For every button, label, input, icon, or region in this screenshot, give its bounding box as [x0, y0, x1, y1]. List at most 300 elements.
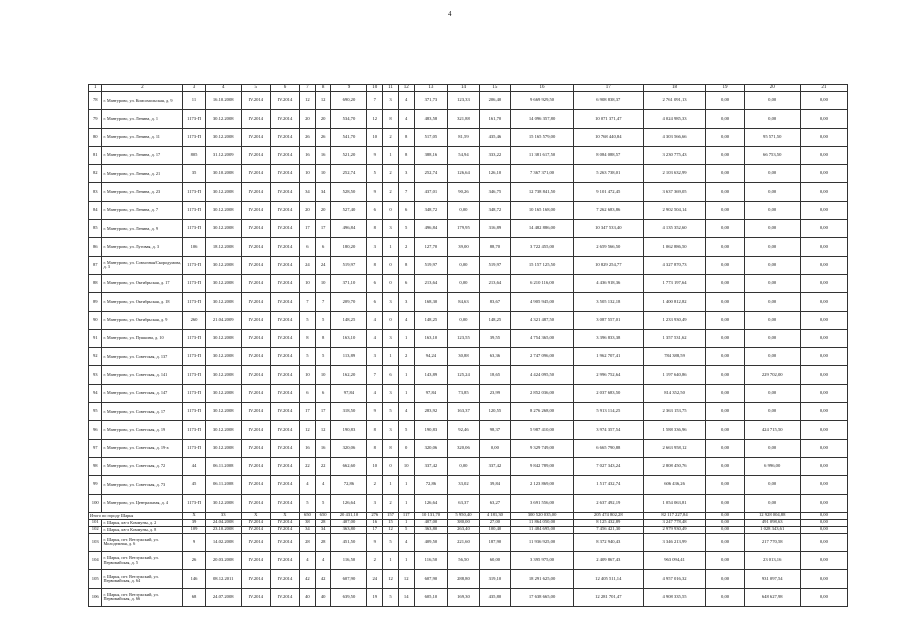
table-cell: 116,50 — [414, 552, 448, 570]
table-cell: IV.2014 — [270, 588, 299, 606]
table-cell: 0,00 — [800, 274, 847, 292]
table-cell: IV.2014 — [270, 311, 299, 329]
table-cell: 14 — [448, 85, 479, 92]
table-cell: 103 — [89, 533, 102, 551]
table-cell: 0,00 — [800, 165, 847, 183]
table-cell: 2 037 683,50 — [573, 384, 643, 402]
housing-register-table — [88, 84, 848, 607]
table-cell: 5 263 738,01 — [573, 165, 643, 183]
table-cell: 190,83 — [331, 421, 367, 439]
table-cell: 1173-П — [183, 421, 205, 439]
table-cell: 5 — [383, 588, 399, 606]
table-cell: 17 — [300, 220, 316, 238]
table-cell: 4 — [398, 533, 414, 551]
table-cell: 6 665 790,88 — [573, 439, 643, 457]
table-cell: IV.2014 — [241, 403, 270, 421]
table-cell: 123,55 — [448, 329, 479, 347]
table-cell: 12 — [398, 85, 414, 92]
table-cell: 0,00 — [800, 519, 847, 526]
table-cell: 169,30 — [448, 588, 479, 606]
table-cell: 113,89 — [331, 348, 367, 366]
table-cell: 98,37 — [479, 421, 510, 439]
table-cell: 0,00 — [744, 183, 800, 201]
table-cell: 2 659 566,50 — [573, 238, 643, 256]
table-cell: IV.2014 — [241, 238, 270, 256]
table-cell: 15 — [479, 85, 510, 92]
table-cell: IV.2014 — [241, 256, 270, 274]
table-cell: 0,00 — [744, 165, 800, 183]
table-cell: 2 996 752,64 — [573, 366, 643, 384]
table-cell: 2 747 096,00 — [511, 348, 574, 366]
table-cell: 90,26 — [448, 183, 479, 201]
table-cell: 1 — [398, 494, 414, 512]
table-cell: 5 913 114,25 — [573, 403, 643, 421]
table-cell: 72,86 — [331, 476, 367, 494]
table-cell: г. Мантурово, ул. Советская, д. 141 — [102, 366, 183, 384]
table-cell: 0,00 — [800, 457, 847, 475]
table-cell: 40 — [315, 588, 331, 606]
table-cell: 12 — [398, 570, 414, 588]
table-cell: 19 — [706, 85, 744, 92]
table-cell: 22 — [300, 457, 316, 475]
table-cell: IV.2014 — [241, 329, 270, 347]
table-cell: 9 — [367, 183, 383, 201]
table-cell: г. Мантурово, ул. Комсомольская, д. 9 — [102, 92, 183, 110]
table-cell: 5 — [300, 348, 316, 366]
table-cell: 0,00 — [800, 476, 847, 494]
table-cell: IV.2014 — [241, 457, 270, 475]
table-cell: 8 — [315, 329, 331, 347]
table-cell: 91 — [89, 329, 102, 347]
table-cell: 6 — [367, 274, 383, 292]
table-cell: 206,40 — [479, 92, 510, 110]
table-cell: 0,00 — [706, 348, 744, 366]
table-cell: 6 996,00 — [744, 457, 800, 475]
table-cell: 0,00 — [706, 552, 744, 570]
table-cell: IV.2014 — [270, 146, 299, 164]
table-cell: г. Мантурово, ул. Центральная, д. 4 — [102, 494, 183, 512]
table-cell: 7 — [398, 183, 414, 201]
table-cell: 0,00 — [800, 110, 847, 128]
table-cell: 0,00 — [479, 439, 510, 457]
table-cell: 2 — [367, 552, 383, 570]
table-cell: 2 663 958,12 — [643, 439, 706, 457]
table-cell: 3 — [383, 329, 399, 347]
table-cell: 2 — [383, 128, 399, 146]
table-cell: 17 — [300, 403, 316, 421]
table-cell: 54,94 — [448, 146, 479, 164]
table-cell: 14 482 886,00 — [511, 220, 574, 238]
table-cell: 102 — [89, 526, 102, 533]
table-cell: 5 — [315, 348, 331, 366]
table-cell: 4 — [398, 110, 414, 128]
table-cell: 4 — [398, 403, 414, 421]
table-cell: 5 — [398, 421, 414, 439]
table-cell: 17 — [367, 526, 383, 533]
table-cell: 97 — [89, 439, 102, 457]
table-cell: 0,00 — [706, 311, 744, 329]
table-cell: 26 — [183, 552, 205, 570]
table-cell: 44 — [183, 457, 205, 475]
table-cell: 0,00 — [706, 329, 744, 347]
table-cell: 4 303 566,66 — [643, 128, 706, 146]
table-cell: 89 — [89, 293, 102, 311]
table-cell: г. Шарья, кв-л Коммуны, д. 2 — [102, 519, 183, 526]
table-cell: г. Мантурово, ул. Октябрьская, д. 17 — [102, 274, 183, 292]
table-cell: 94,24 — [414, 348, 448, 366]
table-cell: 30.12.2008 — [205, 348, 241, 366]
table-cell: 2 852 036,00 — [511, 384, 574, 402]
table-cell: 1 — [383, 348, 399, 366]
table-cell: IV.2014 — [270, 329, 299, 347]
table-cell: 187,90 — [479, 533, 510, 551]
table-cell: 8 — [367, 220, 383, 238]
table-cell: 30.12.2008 — [205, 256, 241, 274]
table-cell: 80 — [89, 128, 102, 146]
table-cell: 4 — [315, 476, 331, 494]
table-cell: IV.2014 — [241, 146, 270, 164]
table-cell: 21 — [800, 85, 847, 92]
table-cell: 163,37 — [448, 403, 479, 421]
table-cell: 0,00 — [706, 384, 744, 402]
table-cell: 10 — [300, 366, 316, 384]
table-cell: 17 — [573, 85, 643, 92]
table-cell: 4 024 985,33 — [643, 110, 706, 128]
table-cell: 06.11.2008 — [205, 457, 241, 475]
table-cell: г. Шарья, пгт. Ветлужский, ул. Первомайская, д. 66 — [102, 588, 183, 606]
table-row — [89, 201, 848, 219]
table-cell: г. Мантурово, ул. Советская, д. 19-а — [102, 439, 183, 457]
table-cell: IV.2014 — [241, 220, 270, 238]
table-cell: 5 — [383, 533, 399, 551]
table-cell: IV.2014 — [270, 519, 299, 526]
table-cell: 34 — [300, 183, 316, 201]
table-cell: 99 — [89, 476, 102, 494]
table-cell: 0,00 — [706, 238, 744, 256]
table-row — [89, 92, 848, 110]
table-cell: 30.12.2008 — [205, 329, 241, 347]
table-cell: 221,60 — [448, 533, 479, 551]
table-cell: 2 — [383, 494, 399, 512]
table-cell: 3 — [398, 165, 414, 183]
table-cell: 407,00 — [331, 519, 367, 526]
table-cell: 9 669 929,50 — [511, 92, 574, 110]
table-cell: 14.02.2008 — [205, 533, 241, 551]
table-cell: 805 — [183, 146, 205, 164]
table-row — [89, 403, 848, 421]
table-cell: 1 — [383, 238, 399, 256]
table-cell: 5 — [398, 526, 414, 533]
table-row — [89, 110, 848, 128]
table-cell: 0,00 — [706, 146, 744, 164]
table-cell: 20 — [315, 110, 331, 128]
table-row — [89, 570, 848, 588]
table-cell: 101 — [89, 519, 102, 526]
table-cell: 16 — [315, 146, 331, 164]
table-cell: 0,00 — [706, 92, 744, 110]
table-cell: 86 — [89, 238, 102, 256]
table-cell: 30.10.2008 — [205, 165, 241, 183]
table-cell: 0,00 — [800, 293, 847, 311]
table-cell: IV.2014 — [270, 293, 299, 311]
table-cell: 0,00 — [744, 329, 800, 347]
table-cell: 496,84 — [414, 220, 448, 238]
table-cell: 15 165 579,00 — [511, 128, 574, 146]
table-cell: 127,70 — [414, 238, 448, 256]
table-cell: IV.2014 — [270, 403, 299, 421]
table-cell: 3 722 455,00 — [511, 238, 574, 256]
table-cell: 0,00 — [800, 146, 847, 164]
table-row — [89, 183, 848, 201]
table-cell: 2 — [367, 476, 383, 494]
table-cell: 63,36 — [479, 348, 510, 366]
table-cell: 0,00 — [744, 476, 800, 494]
table-cell: 14 — [398, 588, 414, 606]
table-cell: X — [241, 512, 270, 519]
table-cell: 11 864 050,00 — [511, 519, 574, 526]
table-cell: 63,27 — [479, 494, 510, 512]
table-cell: 148,25 — [331, 311, 367, 329]
table-cell: 7 — [315, 293, 331, 311]
total-row — [89, 512, 848, 519]
table-cell: 06.11.2008 — [205, 476, 241, 494]
table-cell: IV.2014 — [270, 201, 299, 219]
table-cell: 4 — [367, 384, 383, 402]
table-cell: IV.2014 — [270, 570, 299, 588]
table-row — [89, 220, 848, 238]
table-cell: IV.2014 — [241, 92, 270, 110]
table-cell: 11 — [183, 92, 205, 110]
table-cell: 30.12.2008 — [205, 439, 241, 457]
table-cell: 0,00 — [744, 293, 800, 311]
table-cell: 6 — [300, 238, 316, 256]
table-cell: 229 702,00 — [744, 366, 800, 384]
table-cell: 0,00 — [448, 256, 479, 274]
table-cell: 690,20 — [331, 92, 367, 110]
table-cell: 814 352,50 — [643, 384, 706, 402]
table-cell: 0,00 — [744, 274, 800, 292]
table-cell: 0,00 — [448, 274, 479, 292]
table-cell: 100 — [89, 494, 102, 512]
table-cell: 1 — [383, 146, 399, 164]
table-cell: 157 — [383, 512, 399, 519]
table-cell: 7 027 343,24 — [573, 457, 643, 475]
table-cell: 3 — [383, 421, 399, 439]
table-cell: 16 — [300, 146, 316, 164]
table-cell: 2 — [383, 165, 399, 183]
table-cell: 363,80 — [414, 526, 448, 533]
table-row — [89, 128, 848, 146]
table-cell: 0,00 — [800, 238, 847, 256]
table-cell: 491 098,63 — [744, 519, 800, 526]
table-cell: 1 — [383, 476, 399, 494]
table-cell: 0,00 — [706, 165, 744, 183]
table-cell: 6 — [270, 85, 299, 92]
table-cell: 30.12.2008 — [205, 274, 241, 292]
table-cell: IV.2014 — [270, 256, 299, 274]
table-cell: 18 — [643, 85, 706, 92]
table-cell: 2 808 450,76 — [643, 457, 706, 475]
table-cell: 11 484 695,00 — [511, 526, 574, 533]
table-cell: 88,70 — [479, 238, 510, 256]
table-row — [89, 476, 848, 494]
table-cell: 648 627,98 — [744, 588, 800, 606]
table-cell: 5 — [315, 311, 331, 329]
table-cell: 10 — [398, 457, 414, 475]
table-cell: 6 — [398, 201, 414, 219]
table-cell: 0,00 — [706, 274, 744, 292]
table-cell: 0,00 — [800, 552, 847, 570]
table-cell: 931 097,54 — [744, 570, 800, 588]
table-cell: IV.2014 — [241, 421, 270, 439]
table-cell: 21.04.2009 — [205, 311, 241, 329]
table-cell: 0,00 — [800, 512, 847, 519]
table-cell: 5 — [241, 85, 270, 92]
table-cell: 483,58 — [414, 110, 448, 128]
table-cell: 30.12.2008 — [205, 183, 241, 201]
table-cell: 120,55 — [479, 403, 510, 421]
table-cell: IV.2014 — [270, 238, 299, 256]
table-cell: 517,05 — [414, 128, 448, 146]
table-cell: IV.2014 — [241, 201, 270, 219]
table-cell: 0,00 — [744, 92, 800, 110]
table-cell: X — [183, 512, 205, 519]
table-cell: 1173-П — [183, 348, 205, 366]
table-cell: 30.12.2008 — [205, 128, 241, 146]
table-cell: 10 829 254,77 — [573, 256, 643, 274]
table-cell: IV.2014 — [241, 183, 270, 201]
table-cell: IV.2014 — [270, 348, 299, 366]
table-cell: г. Мантурово, ул. Ленина, д. 23 — [102, 183, 183, 201]
table-cell: 2 979 930,49 — [643, 526, 706, 533]
table-cell: 3 637 369,05 — [643, 183, 706, 201]
table-cell: 0,00 — [800, 494, 847, 512]
table-cell: 1 962 707,41 — [573, 348, 643, 366]
table-cell: 0,00 — [744, 238, 800, 256]
table-cell: 0,00 — [744, 201, 800, 219]
table-cell: 2 — [398, 348, 414, 366]
table-cell: 5 — [300, 311, 316, 329]
table-cell: 0,00 — [744, 256, 800, 274]
table-cell: 424 715,50 — [744, 421, 800, 439]
table-cell: г. Шарья, пгт. Ветлужский, ул. Первомайская, д. 64 — [102, 570, 183, 588]
table-cell: 82 — [89, 165, 102, 183]
table-cell: 16 — [511, 85, 574, 92]
table-cell: 6 — [315, 384, 331, 402]
table-cell: 11 936 925,00 — [511, 533, 574, 551]
table-cell: г. Мантурово, ул. Советская, д. 17 — [102, 403, 183, 421]
table-cell: 0,00 — [706, 128, 744, 146]
table-cell: 0,00 — [706, 476, 744, 494]
table-cell: 288,80 — [448, 570, 479, 588]
table-cell: 88 — [89, 274, 102, 292]
table-cell: 0,00 — [448, 201, 479, 219]
table-cell: г. Мантурово, ул. Октябрьская, д. 9 — [102, 311, 183, 329]
table-cell: 2 637 492,19 — [573, 494, 643, 512]
table-cell: 7 — [300, 85, 316, 92]
table-cell: IV.2014 — [270, 183, 299, 201]
table-cell: 650 — [300, 512, 316, 519]
table-cell: 7 367 371,00 — [511, 165, 574, 183]
table-cell: IV.2014 — [270, 533, 299, 551]
table-row — [89, 311, 848, 329]
table-cell: г. Шарья, пгт. Ветлужский, ул. Первомайская, д. 5 — [102, 552, 183, 570]
table-cell: 319,10 — [479, 570, 510, 588]
table-cell: 10 165 168,00 — [511, 201, 574, 219]
table-cell: 3 691 556,00 — [511, 494, 574, 512]
table-row — [89, 274, 848, 292]
table-cell: 30.12.2008 — [205, 494, 241, 512]
table-cell: 14 096 357,80 — [511, 110, 574, 128]
table-cell: 8 276 268,00 — [511, 403, 574, 421]
table-cell: 22 — [315, 457, 331, 475]
table-cell: 0,00 — [448, 457, 479, 475]
table-row — [89, 457, 848, 475]
table-cell: 125,24 — [448, 366, 479, 384]
table-cell: 45 — [183, 476, 205, 494]
table-row — [89, 348, 848, 366]
table-cell: 321,88 — [448, 110, 479, 128]
table-cell: 9 101 472,45 — [573, 183, 643, 201]
table-cell: 94 — [89, 384, 102, 402]
column-number-row — [89, 85, 848, 92]
table-cell: 380,00 — [448, 519, 479, 526]
table-cell: IV.2014 — [241, 165, 270, 183]
table-cell: 337,42 — [479, 457, 510, 475]
table-cell: 18 291 625,00 — [511, 570, 574, 588]
table-cell: 30.12.2008 — [205, 293, 241, 311]
table-cell: 31.12.2009 — [205, 146, 241, 164]
table-cell: IV.2014 — [241, 311, 270, 329]
table-cell: 283,92 — [414, 403, 448, 421]
table-cell: 1 054 063,81 — [643, 494, 706, 512]
table-cell: 1173-П — [183, 384, 205, 402]
table-cell: 0,00 — [800, 526, 847, 533]
table-cell: 320,06 — [331, 439, 367, 457]
table-cell: 106 — [89, 588, 102, 606]
table-cell: IV.2014 — [241, 384, 270, 402]
table-cell: 1 — [89, 85, 102, 92]
table-cell: 521,20 — [331, 146, 367, 164]
table-row — [89, 146, 848, 164]
table-cell: 1173-П — [183, 220, 205, 238]
table-cell: 30.12.2008 — [205, 220, 241, 238]
table-cell: 19 — [367, 588, 383, 606]
table-cell: 163,10 — [414, 329, 448, 347]
table-cell: г. Мантурово, ул. Пушкина, д. 10 — [102, 329, 183, 347]
table-cell: 24.04.2008 — [205, 519, 241, 526]
table-cell: 97,84 — [414, 384, 448, 402]
table-cell: 24 — [367, 570, 383, 588]
table-cell: 3 505 132,18 — [573, 293, 643, 311]
table-cell: 2 902 504,14 — [643, 201, 706, 219]
table-cell: IV.2014 — [241, 274, 270, 292]
table-cell: 0,00 — [744, 311, 800, 329]
table-cell: 528,50 — [331, 183, 367, 201]
table-cell: 2 409 867,43 — [573, 552, 643, 570]
table-cell: IV.2014 — [241, 570, 270, 588]
table-cell: 85 — [89, 220, 102, 238]
table-cell: 3 — [367, 238, 383, 256]
table-cell: 3 — [183, 85, 205, 92]
table-cell: 30.12.2008 — [205, 403, 241, 421]
table-cell: 3 — [383, 384, 399, 402]
table-cell: 0,00 — [706, 256, 744, 274]
table-cell: 190,83 — [414, 421, 448, 439]
table-cell: 4 327 870,73 — [643, 256, 706, 274]
table-cell: 93 — [89, 366, 102, 384]
table-cell: 435,46 — [479, 128, 510, 146]
